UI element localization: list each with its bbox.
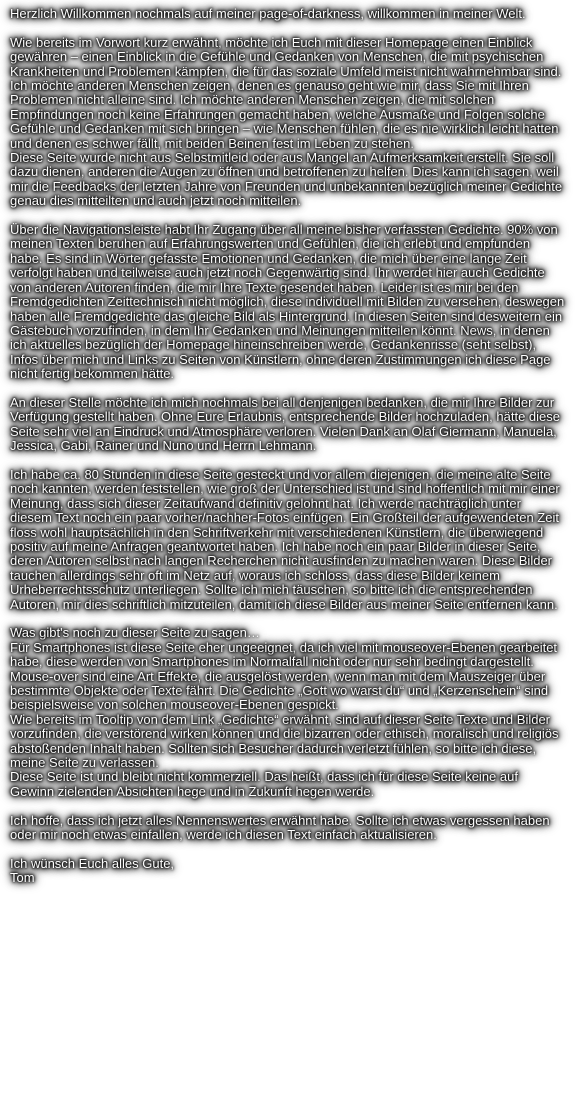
signature: Tom [10, 870, 35, 886]
paragraph-line: Wie bereits im Vorwort kurz erwähnt, möchte ich Euch mit dieser Homepage einen Einblick gewähren – einen Einblick in die Gefühle und Gedanken von Menschen, die mit psychischen Krankheiten und Problemen kämpfen, die für das soziale Umfeld meist nicht wahrnehmbar sind. Ich möchte anderen Menschen zeigen, denen es genauso geht wie mir, dass Sie mit Ihren Problemen nicht alleine sind. Ich möchte anderen Menschen zeigen, die mit solchen Empfindungen noch keine Erfahrungen gemacht haben, welche Ausmaße und Folgen solche Gefühle und Gedanken mit sich bringen – wie Menschen fühlen, die es nie wirklich leicht hatten und denen es schwer fällt, mit beiden Beinen fest im Leben zu stehen. [10, 34, 562, 151]
effort-paragraph [10, 468, 565, 612]
paragraph-line: Über die Navigationsleiste habt Ihr Zugang über all meine bisher verfassten Gedichte. 90% von meinen Texten beruhen auf Erfahrungswerten und Gefühlen, die ich erlebt und empfunden habe. Es sind in Wörter gefasste Emotionen und Gedanken, die mich über eine lange Zeit verfolgt haben und teilweise auch jetzt noch Gegenwärtig sind. Ihr werdet hier auch Gedichte von anderen Autoren finden, die mir Ihre Texte gesendet haben. Leider ist es mir bei den Fremdgedichten Zeittechnisch nicht möglich, diese individuell mit Bilden zu versehen, deswegen haben alle Fremdgedichte das gleiche Bild als Hintergrund. In diesen Seiten sind desweitern ein Gästebuch vorzufinden, in dem Ihr Gedanken und Meinungen mitteilen könnt. News, in denen ich aktuelles bezüglich der Homepage hineinschreiben werde, Gedankenrisse (seht selbst), Infos über mich und Links zu Seiten von Künstlern, ohne deren Zustimmungen ich diese Page nicht fertig bekommen hätte. [10, 222, 565, 382]
notes-paragraph [10, 626, 565, 799]
paragraph-line: Für Smartphones ist diese Seite eher ungeeignet, da ich viel mit mouseover-Ebenen gearbeitet habe, diese werden von Smartphones im Normalfall nicht oder nur sehr bedingt dargestellt. Mouse-over sind eine Art Effekte, die ausgelöst werden, wenn man mit dem Mauszeiger über bestimmte Objekte oder Texte fährt. Die Gedichte „Gott wo warst du“ und „Kerzenschein“ sind beispielsweise von solchen mouseover-Ebenen gespickt. [10, 639, 558, 713]
paragraph-line: Ich habe ca. 80 Stunden in diese Seite gesteckt und vor allem diejenigen, die meine alte Seite noch kannten, werden feststellen, wie groß der Unterschied ist und sind hoffentlich mit mir einer Meinung, dass sich dieser Zeitaufwand definitiv gelohnt hat. Ich werde nachträglich unter diesem Text noch ein paar vorher/nachher-Fotos einfügen. Ein Großteil der aufgewendeten Zeit floss wohl hauptsächlich in den Schriftverkehr mit verschiedenen Künstlern, die überwiegend positiv auf meine Anfragen geantwortet haben. Ich habe noch ein paar Bilder in dieser Seite, deren Autoren selbst nach langen Recherchen nicht ausfinden zu machen waren. Diese Bilder tauchen allerdings sehr oft im Netz auf, woraus ich schloss, dass diese Bilder keinem Urheberrechtsschutz unterliegen. Sollte ich mich täuschen, so bitte ich die entsprechenden Autoren, mir dies schriftlich mitzuteilen, damit ich diese Bilder aus meiner Seite entfernen kann. [10, 466, 560, 612]
paragraph-line: Diese Seite wurde nicht aus Selbstmitleid oder aus Mangel an Aufmerksamkeit erstellt. Sie soll dazu dienen, anderen die Augen zu öffnen und betroffenen zu helfen. Dies kann ich sagen, weil mir die Feedbacks der letzten Jahre von Freunden und unbekannten bezüglich meiner Gedichte genau dies mitteilten und auch jetzt noch mitteilen. [10, 150, 563, 209]
thanks-paragraph [10, 396, 565, 454]
closing-greeting: Ich wünsch Euch alles Gute, [10, 855, 175, 871]
closing-block [10, 857, 565, 886]
paragraph-line: Was gibt's noch zu dieser Seite zu sagen… [10, 625, 260, 641]
paragraph-line: Ich hoffe, dass ich jetzt alles Nennenswertes erwähnt habe. Sollte ich etwas vergessen haben oder mir noch etwas einfallen, werde ich diesen Text einfach aktualisieren. [10, 812, 550, 843]
paragraph-line: An dieser Stelle möchte ich mich nochmals bei all denjenigen bedanken, die mir Ihre Bilder zur Verfügung gestellt haben. Ohne Eure Erlaubnis, entsprechende Bilder hochzuladen, hätte diese Seite sehr viel an Eindruck und Atmosphäre verloren. Vielen Dank an Olaf Giermann, Manuela, Jessica, Gabi, Rainer und Nuno und Herrn Lehmann. [10, 394, 560, 454]
paragraph-line: Herzlich Willkommen nochmals auf meiner page-of-darkness, willkommen in meiner Welt. [10, 6, 526, 21]
paragraph-line: Diese Seite ist und bleibt nicht kommerziell. Das heißt, dass ich für diese Seite keine auf Gewinn zielenden Absichten hege und in Zukunft hegen werde. [10, 769, 518, 799]
update-paragraph [10, 814, 565, 843]
purpose-paragraph [10, 36, 565, 209]
navigation-paragraph [10, 223, 565, 381]
paragraph-line: Wie bereits im Tooltip von dem Link „Gedichte“ erwähnt, sind auf dieser Seite Texte und Bilder vorzufinden, die verstörend wirken können und die bizarren oder ethisch, moralisch und religiös abstoßenden Inhalt haben. Sollten sich Besucher dadurch verletzt fühlen, so bitte ich diese, meine Seite zu verlassen. [10, 711, 559, 771]
welcome-paragraph [10, 7, 565, 21]
